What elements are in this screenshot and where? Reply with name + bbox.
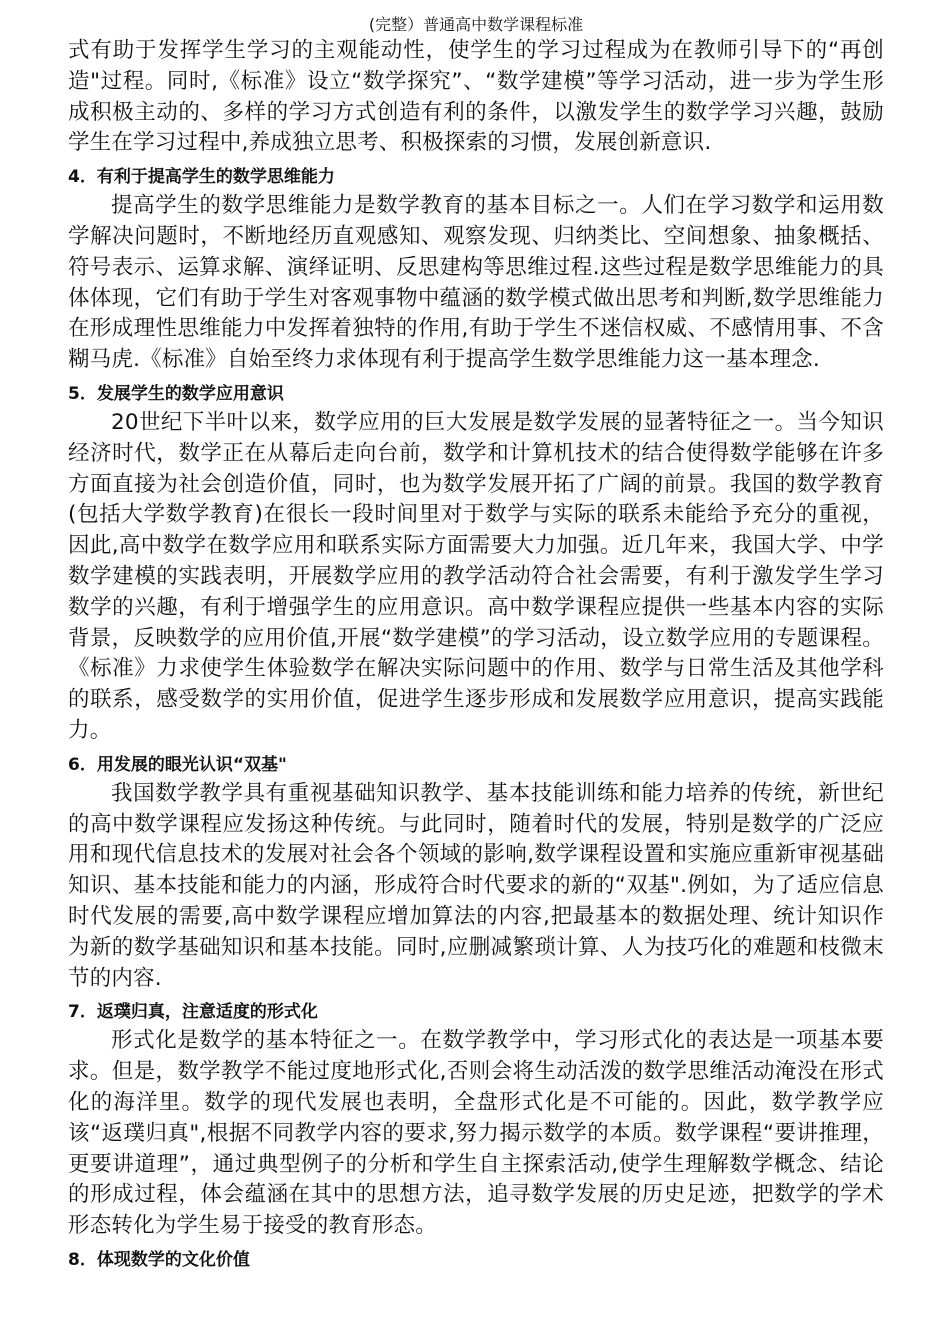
section-heading-8: 8．体现数学的文化价值 — [68, 1249, 250, 1270]
paragraph-application-awareness: 20世纪下半叶以来，数学应用的巨大发展是数学发展的显著特征之一。当今知识经济时代，数学正在从幕后走向台前，数学和计算机技术的结合使得数学能够在许多方面直接为社会创造价值，同时，也为数学发展开拓了广阔的前景。我国的数学教育(包括大学数学教育)在很长一段时间里对于数学与实际的联系未能给予充分的重视，因此,高中数学在数学应用和联系实际方面需要大力加强。近几年来，我国大学、中学数学建模的实践表明，开展数学应用的教学活动符合社会需要，有利于激发学生学习数学的兴趣，有利于增强学生的应用意识。高中数学课程应提供一些基本内容的实际背景，反映数学的应用价值,开展“数学建模”的学习活动，设立数学应用的专题课程。《标准》力求使学生体验数学在解决实际问题中的作用、数学与日常生活及其他学科的联系，感受数学的实用价值，促进学生逐步形成和发展数学应用意识，提高实践能力。 — [68, 409, 884, 743]
paragraph-double-basics: 我国数学教学具有重视基础知识教学、基本技能训练和能力培养的传统，新世纪的高中数学课程应发扬这种传统。与此同时，随着时代的发展，特别是数学的广泛应用和现代信息技术的发展对社会各个领域的影响,数学课程设置和实施应重新审视基础知识、基本技能和能力的内涵，形成符合时代要求的新的“双基".例如，为了适应信息时代发展的需要,高中数学课程应增加算法的内容,把最基本的数据处理、统计知识作为新的数学基础知识和基本技能。同时,应删减繁琐计算、人为技巧化的难题和枝微末节的内容. — [68, 780, 884, 991]
section-heading-4: 4．有利于提高学生的数学思维能力 — [68, 167, 335, 188]
document-page — [68, 14, 884, 1272]
section-heading-7: 7．返璞归真，注意适度的形式化 — [68, 1002, 318, 1023]
paragraph-formalization: 形式化是数学的基本特征之一。在数学教学中，学习形式化的表达是一项基本要求。但是，数学教学不能过度地形式化,否则会将生动活泼的数学思维活动淹没在形式化的海洋里。数学的现代发展也表明，全盘形式化是不可能的。因此，数学教学应该“返璞归真",根据不同教学内容的要求,努力揭示数学的本质。数学课程“要讲推理，更要讲道理”，通过典型例子的分析和学生自主探索活动,使学生理解数学概念、结论的形成过程，体会蕴涵在其中的思想方法，追寻数学发展的历史足迹，把数学的学术形态转化为学生易于接受的教育形态。 — [68, 1028, 884, 1239]
section-heading-6: 6．用发展的眼光认识“双基" — [68, 754, 287, 775]
section-heading-5: 5．发展学生的数学应用意识 — [68, 383, 284, 404]
paragraph-continuation: 式有助于发挥学生学习的主观能动性，使学生的学习过程成为在教师引导下的“再创造"过程。同时,《标准》设立“数学探究”、“数学建模”等学习活动，进一步为学生形成积极主动的、多样的学习方式创造有利的条件，以激发学生的数学学习兴趣，鼓励学生在学习过程中,养成独立思考、积极探索的习惯，发展创新意识. — [68, 38, 884, 156]
paragraph-thinking-ability: 提高学生的数学思维能力是数学教育的基本目标之一。人们在学习数学和运用数学解决问题时，不断地经历直观感知、观察发现、归纳类比、空间想象、抽象概括、符号表示、运算求解、演绎证明、反思建构等思维过程.这些过程是数学思维能力的具体体现，它们有助于学生对客观事物中蕴涵的数学模式做出思考和判断,数学思维能力在形成理性思维能力中发挥着独特的作用,有助于学生不迷信权威、不感情用事、不含糊马虎.《标准》自始至终力求体现有利于提高学生数学思维能力这一基本理念. — [68, 193, 884, 373]
running-header: (完整）普通高中数学课程标准 — [368, 15, 584, 34]
